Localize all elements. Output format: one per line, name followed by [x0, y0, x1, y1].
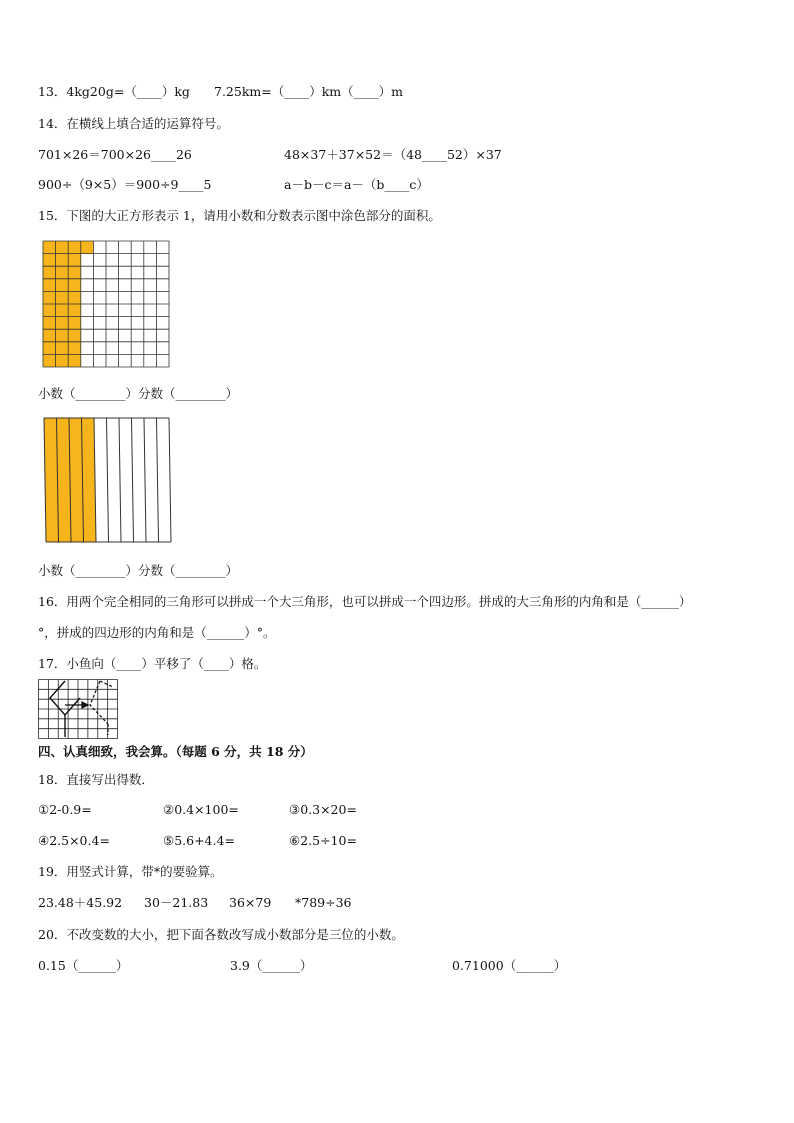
q14-row2-left: 900÷（9×5）＝900÷9____5: [38, 177, 212, 192]
q18-item-3: ③0.3×20=: [289, 802, 357, 817]
q15-hundred-grid-figure: [42, 240, 170, 368]
q19-title: 19．用竖式计算，带*的要验算。: [38, 864, 223, 879]
q19-item-4: *789÷36: [295, 895, 352, 910]
q14-title: 14．在横线上填合适的运算符号。: [38, 116, 229, 131]
q15-answer-2: 小数（________）分数（________）: [38, 563, 239, 578]
q18-item-1: ①2-0.9=: [38, 802, 92, 817]
q18-item-5: ⑤5.6+4.4=: [163, 833, 235, 848]
q15-strip-figure: [42, 416, 172, 544]
q14-row2-right: a－b－c＝a－（b____c）: [284, 177, 429, 192]
q13-part-b: 7.25km=（____）km（____）m: [214, 84, 404, 99]
q18-item-4: ④2.5×0.4=: [38, 833, 110, 848]
q14-row1-right: 48×37＋37×52＝（48____52）×37: [284, 147, 502, 162]
q20-item-1: 0.15（______）: [38, 958, 129, 973]
q19-item-2: 30－21.83: [144, 895, 209, 910]
q20-title: 20．不改变数的大小，把下面各数改写成小数部分是三位的小数。: [38, 927, 404, 942]
q15-answer-1: 小数（________）分数（________）: [38, 386, 239, 401]
q18-item-6: ⑥2.5÷10=: [289, 833, 357, 848]
q17-title: 17．小鱼向（____）平移了（____）格。: [38, 656, 267, 671]
q20-item-3: 0.71000（______）: [452, 958, 567, 973]
q13-part-a: 13．4kg20g=（____）kg: [38, 84, 190, 99]
q18-item-2: ②0.4×100=: [163, 802, 239, 817]
grid-lines: [39, 680, 118, 739]
q14-row1-left: 701×26＝700×26____26: [38, 147, 192, 162]
q18-title: 18．直接写出得数．: [38, 772, 154, 787]
q17-fish-grid-figure: [38, 679, 118, 739]
section-4-heading: 四、认真细致，我会算。（每题 6 分，共 18 分）: [38, 744, 313, 759]
q16-line-2: °，拼成的四边形的内角和是（______）°。: [38, 625, 276, 640]
q15-title: 15．下图的大正方形表示 1，请用小数和分数表示图中涂色部分的面积。: [38, 208, 441, 223]
q19-item-1: 23.48＋45.92: [38, 895, 123, 910]
q20-item-2: 3.9（______）: [230, 958, 313, 973]
q19-item-3: 36×79: [229, 895, 272, 910]
q16-line-1: 16．用两个完全相同的三角形可以拼成一个大三角形，也可以拼成一个四边形。拼成的大三角形的内角和是（______）: [38, 594, 692, 609]
